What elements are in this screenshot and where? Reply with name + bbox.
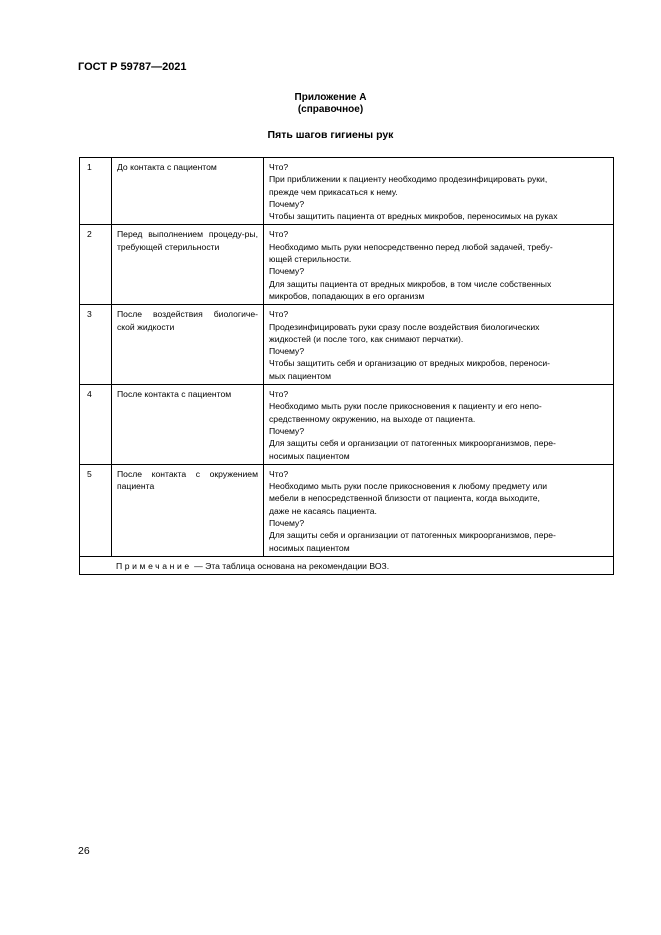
description-line: Почему? xyxy=(269,198,305,209)
appendix-heading xyxy=(0,92,661,116)
what-why-description xyxy=(264,385,614,465)
hygiene-moment: До контакта с пациентом xyxy=(112,158,264,225)
row-number: 5 xyxy=(80,464,112,556)
description-line: ющей стерильности. xyxy=(269,254,352,265)
description-line: Что? xyxy=(269,468,289,479)
description-line: Что? xyxy=(269,309,289,320)
description-line: Почему? xyxy=(269,266,305,277)
hygiene-moment: Перед выполнением процеду-ры, требующей стерильности xyxy=(112,225,264,305)
what-why-description xyxy=(264,464,614,556)
description-line: Продезинфицировать руки сразу после воздействия биологических xyxy=(269,321,540,332)
description-line: Необходимо мыть руки после прикосновения к любому предмету или xyxy=(269,481,548,492)
table-row xyxy=(80,225,614,305)
table-note-row xyxy=(80,556,614,574)
description-line: носимых пациентом xyxy=(269,542,350,553)
row-number: 4 xyxy=(80,385,112,465)
description-line: Чтобы защитить себя и организацию от вредных микробов, переноси- xyxy=(269,358,551,369)
description-line: прежде чем прикасаться к нему. xyxy=(269,186,398,197)
description-line: Что? xyxy=(269,389,289,400)
description-line: Что? xyxy=(269,229,289,240)
table-row xyxy=(80,464,614,556)
note-text: — Эта таблица основана на рекомендации ВОЗ. xyxy=(191,560,390,571)
appendix-title: Приложение А xyxy=(294,92,367,103)
what-why-description xyxy=(264,158,614,225)
description-line: Для защиты себя и организации от патогенных микроорганизмов, пере- xyxy=(269,530,556,541)
appendix-subtitle: (справочное) xyxy=(297,104,364,115)
row-number: 1 xyxy=(80,158,112,225)
description-line: Что? xyxy=(269,162,289,172)
description-line: мых пациентом xyxy=(269,370,331,381)
hygiene-moment: После воздействия биологиче-ской жидкости xyxy=(112,305,264,385)
what-why-description xyxy=(264,225,614,305)
page-number: 26 xyxy=(78,845,90,857)
hand-hygiene-table xyxy=(79,157,614,575)
row-number: 2 xyxy=(80,225,112,305)
row-number: 3 xyxy=(80,305,112,385)
description-line: Для защиты себя и организации от патогенных микроорганизмов, пере- xyxy=(269,438,556,449)
table-note xyxy=(80,556,614,574)
table-row xyxy=(80,305,614,385)
description-line: Почему? xyxy=(269,346,305,357)
description-line: При приближении к пациенту необходимо продезинфицировать руки, xyxy=(269,174,548,185)
description-line: жидкостей (и после того, как снимают перчатки). xyxy=(269,333,464,344)
document-header: ГОСТ Р 59787—2021 xyxy=(78,61,187,73)
hygiene-moment: После контакта с пациентом xyxy=(112,385,264,465)
description-line: Почему? xyxy=(269,518,305,529)
description-line: носимых пациентом xyxy=(269,450,350,461)
what-why-description xyxy=(264,305,614,385)
description-line: Почему? xyxy=(269,425,305,436)
hygiene-moment: После контакта с окружением пациента xyxy=(112,464,264,556)
description-line: даже не касаясь пациента. xyxy=(269,505,377,516)
description-line: Необходимо мыть руки после прикосновения к пациенту и его непо- xyxy=(269,401,542,412)
description-line: микробов, попадающих в его организм xyxy=(269,290,425,301)
description-line: средственному окружению, на выходе от пациента. xyxy=(269,413,476,424)
note-label: Примечание xyxy=(116,560,192,571)
description-line: мебели в непосредственной близости от пациента, когда выходите, xyxy=(269,493,540,504)
description-line: Для защиты пациента от вредных микробов, в том числе собственных xyxy=(269,278,552,289)
description-line: Необходимо мыть руки непосредственно перед любой задачей, требу- xyxy=(269,241,553,252)
description-line: Чтобы защитить пациента от вредных микробов, переносимых на руках xyxy=(269,211,558,222)
table-row xyxy=(80,158,614,225)
table-row xyxy=(80,385,614,465)
table-title: Пять шагов гигиены рук xyxy=(267,129,394,141)
